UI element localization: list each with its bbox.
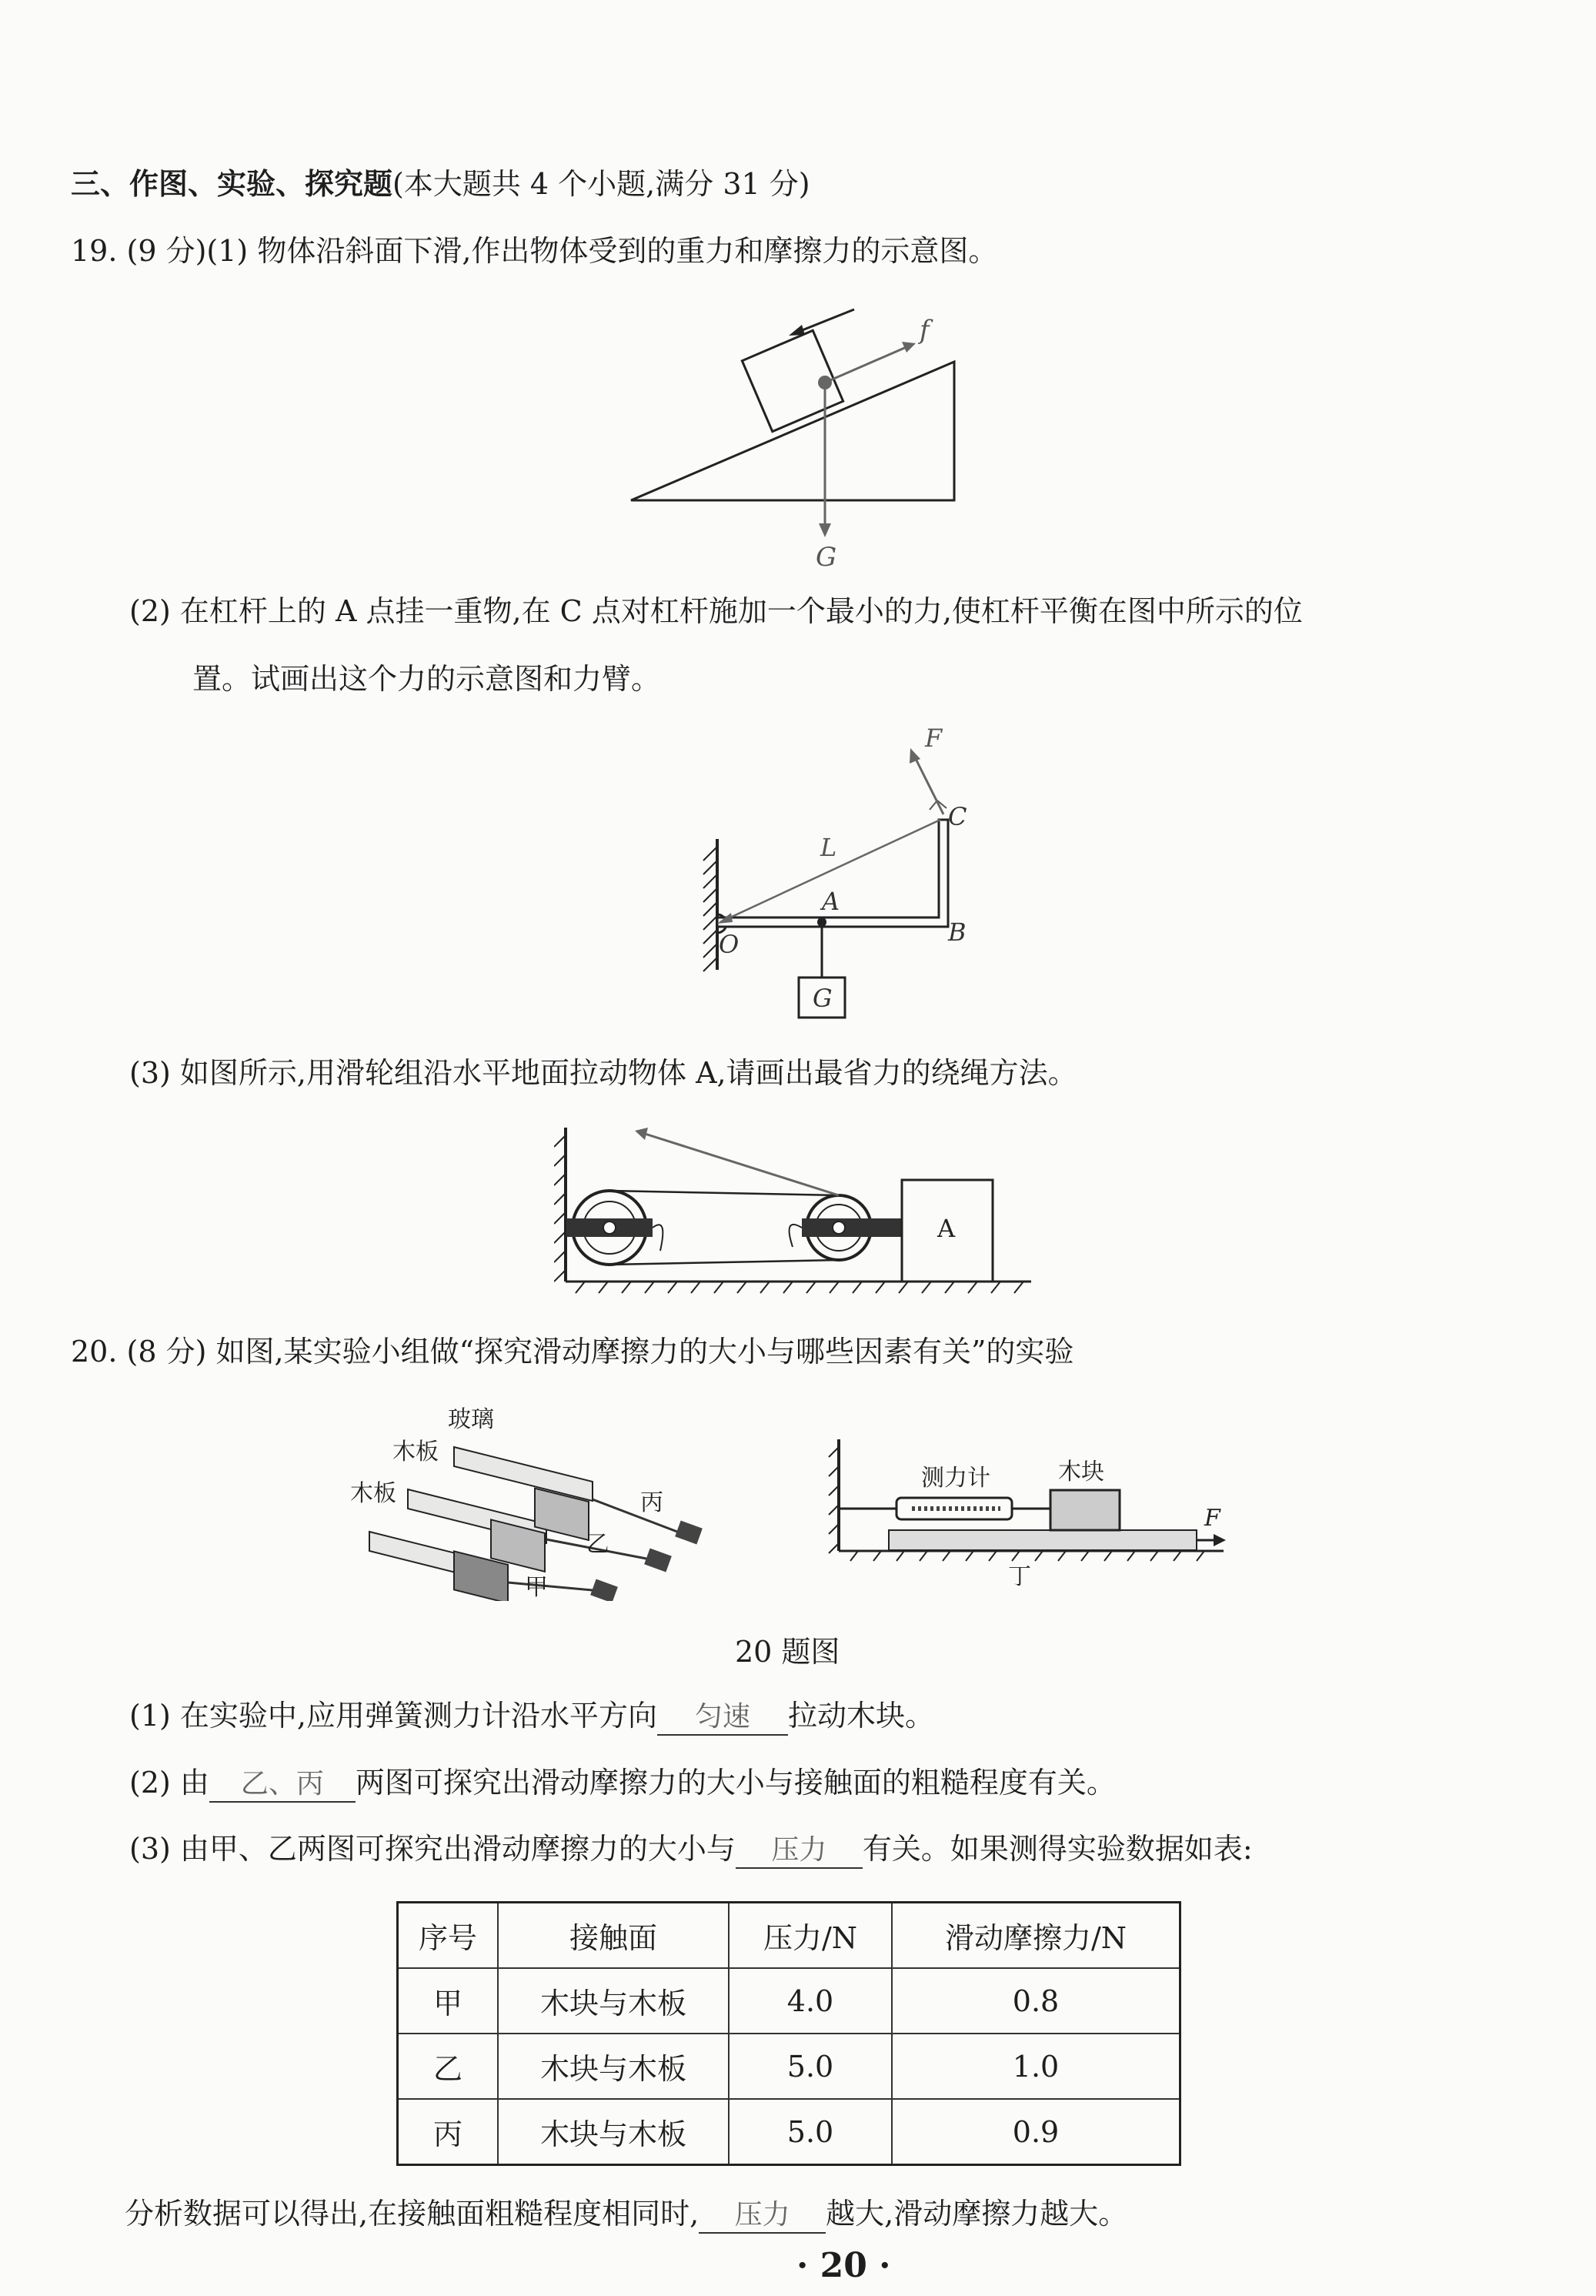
q19-part3: (3) 如图所示,用滑轮组沿水平地面拉动物体 A,请画出最省力的绕绳方法。 (129, 1056, 1077, 1090)
q20-s1-before: (1) 在实验中,应用弹簧测力计沿水平方向 (129, 1699, 657, 1733)
board-bing (454, 1447, 593, 1501)
label-block: 木块 (1058, 1459, 1104, 1486)
label-f: f (920, 315, 930, 346)
motion-arrow (796, 309, 854, 333)
table-row (398, 1968, 1180, 2034)
q20-s4-before: 分析数据可以得出,在接触面粗糙程度相同时, (125, 2197, 700, 2231)
q20-s2-answer: 乙、丙 (209, 1767, 356, 1803)
table-cell: 木块与木板 (498, 1968, 729, 2034)
q19-header: 19. (9 分)(1) 物体沿斜面下滑,作出物体受到的重力和摩擦力的示意图。 (71, 234, 998, 268)
incline-figure (600, 292, 1000, 570)
section-note: (本大题共 4 个小题,满分 31 分) (392, 167, 810, 201)
q20-s2 (129, 1764, 1116, 1803)
q20-s1-answer: 匀速 (657, 1700, 788, 1736)
friction-data-table (396, 1901, 1181, 2166)
label-O: O (719, 930, 740, 959)
q20-s1 (129, 1697, 934, 1736)
table-cell: 木块与木板 (498, 2099, 729, 2165)
friction-arrow (825, 346, 908, 383)
q20-s4-after: 越大,滑动摩擦力越大。 (826, 2197, 1128, 2231)
label-glass: 玻璃 (448, 1406, 494, 1433)
q20-s3-after: 有关。如果测得实验数据如表: (862, 1832, 1253, 1866)
table-row (398, 2034, 1180, 2099)
q20-header: 20. (8 分) 如图,某实验小组做“探究滑动摩擦力的大小与哪些因素有关”的实验 (71, 1335, 1074, 1369)
label-L: L (820, 833, 837, 862)
figure-caption: 20 题图 (735, 1635, 840, 1669)
table-header-row (398, 1903, 1180, 1969)
wood-block-ding (1050, 1490, 1120, 1530)
table-cell: 4.0 (729, 1968, 892, 2034)
q19-part2-line1: (2) 在杠杆上的 A 点挂一重物,在 C 点对杠杆施加一个最小的力,使杠杆平衡在图中所示的位 (129, 594, 1303, 628)
q19-part2-line2: 置。试画出这个力的示意图和力臂。 (192, 662, 661, 696)
label-F: F (925, 724, 943, 753)
q20-s4-answer: 压力 (699, 2198, 826, 2234)
label-G: G (816, 542, 837, 570)
label-B: B (948, 917, 967, 947)
table-cell: 丙 (398, 2099, 499, 2165)
q20-s3 (129, 1830, 1253, 1869)
label-C: C (948, 802, 967, 831)
label-block-A: A (937, 1214, 956, 1243)
label-A: A (822, 887, 840, 916)
table-cell: 5.0 (729, 2034, 892, 2099)
page-number: · 20 · (796, 2246, 891, 2285)
table-cell: 木块与木板 (498, 2034, 729, 2099)
q20-s2-after: 两图可探究出滑动摩擦力的大小与接触面的粗糙程度有关。 (355, 1766, 1116, 1800)
label-jia: 甲 (525, 1574, 548, 1601)
force-arrow (914, 756, 943, 814)
setup-ding-figure (827, 1432, 1243, 1586)
table-cell: 乙 (398, 2034, 499, 2099)
label-wood1: 木板 (392, 1439, 439, 1465)
label-yi: 乙 (586, 1531, 609, 1558)
q20-s3-answer: 压力 (736, 1833, 863, 1869)
table-header-cell: 序号 (398, 1903, 499, 1969)
label-bing: 丙 (640, 1489, 663, 1516)
section-title: 三、作图、实验、探究题 (71, 166, 393, 201)
label-wood2: 木板 (350, 1480, 396, 1507)
table-cell: 甲 (398, 1968, 499, 2034)
label-ding: 丁 (1008, 1563, 1031, 1586)
pull-arrow (645, 1134, 839, 1195)
q20-s4 (125, 2195, 1127, 2234)
table-row (398, 2099, 1180, 2165)
table-header-cell: 接触面 (498, 1903, 729, 1969)
label-F: F (1204, 1505, 1220, 1532)
friction-setups-figure (339, 1401, 746, 1601)
table-cell: 0.9 (892, 2099, 1180, 2165)
q20-s2-before: (2) 由 (129, 1766, 209, 1800)
lever-figure (669, 724, 993, 1024)
q20-s3-before: (3) 由甲、乙两图可探究出滑动摩擦力的大小与 (129, 1832, 736, 1866)
section-heading (71, 165, 810, 202)
table-cell: 0.8 (892, 1968, 1180, 2034)
q20-s1-after: 拉动木块。 (788, 1699, 935, 1733)
table-header-cell: 滑动摩擦力/N (892, 1903, 1180, 1969)
table-cell: 5.0 (729, 2099, 892, 2165)
label-weight-G: G (813, 984, 833, 1013)
table-header-cell: 压力/N (729, 1903, 892, 1969)
table-cell: 1.0 (892, 2034, 1180, 2099)
label-meter: 测力计 (921, 1465, 990, 1492)
pulley-figure (554, 1120, 1047, 1297)
board-ding (889, 1530, 1197, 1550)
